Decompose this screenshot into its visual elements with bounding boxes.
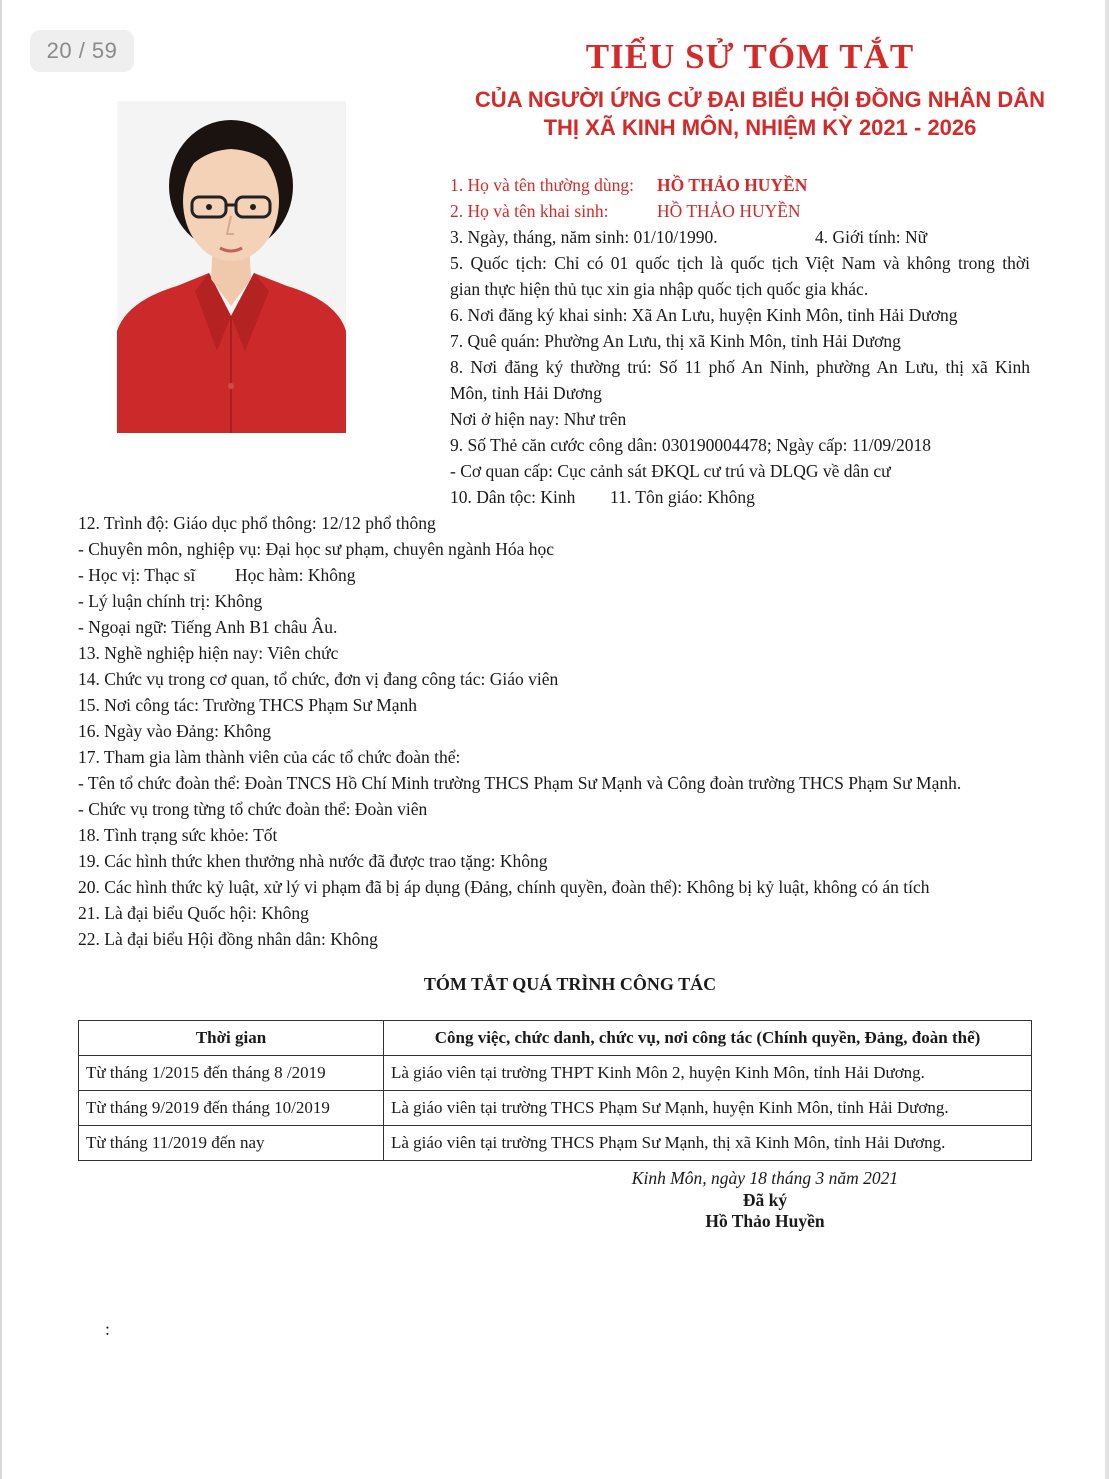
document-subtitle — [440, 86, 1080, 142]
table-row — [79, 1126, 1032, 1161]
bio-religion: 11. Tôn giáo: Không — [610, 487, 755, 507]
document-title: TIỂU SỬ TÓM TẮT — [585, 37, 915, 76]
row-time: Từ tháng 11/2019 đến nay — [79, 1126, 384, 1161]
work-history-title: TÓM TẮT QUÁ TRÌNH CÔNG TÁC — [423, 974, 717, 994]
bio-birth-registration: 6. Nơi đăng ký khai sinh: Xã An Lưu, huyện Kinh Môn, tỉnh Hải Dương — [450, 305, 958, 325]
column-header-job: Công việc, chức danh, chức vụ, nơi công tác (Chính quyền, Đảng, đoàn thể) — [384, 1021, 1032, 1056]
row-job: Là giáo viên tại trường THCS Phạm Sư Mạnh, huyện Kinh Môn, tỉnh Hải Dương. — [384, 1091, 1032, 1126]
bio-occupation: 13. Nghề nghiệp hiện nay: Viên chức — [78, 643, 339, 663]
bio-hometown: 7. Quê quán: Phường An Lưu, thị xã Kinh Môn, tỉnh Hải Dương — [450, 331, 901, 351]
subtitle-line-1: CỦA NGƯỜI ỨNG CỬ ĐẠI BIỂU HỘI ĐỒNG NHÂN DÂN — [474, 87, 1046, 112]
page-counter: 20 / 59 — [30, 30, 134, 72]
bio-common-name-value: HỒ THẢO HUYỀN — [657, 175, 808, 195]
bio-education: 12. Trình độ: Giáo dục phổ thông: 12/12 phổ thông — [78, 513, 436, 533]
row-time: Từ tháng 9/2019 đến tháng 10/2019 — [79, 1091, 384, 1126]
portrait-image — [117, 101, 346, 433]
bio-residence-line1: 8. Nơi đăng ký thường trú: Số 11 phố An Ninh, phường An Lưu, thị xã Kinh — [450, 357, 1030, 377]
bio-organization-names: - Tên tổ chức đoàn thể: Đoàn TNCS Hồ Chí Minh trường THCS Phạm Sư Mạnh và Công đoàn trường THCS Phạm Sư Mạnh. — [78, 773, 962, 793]
bio-current-address: Nơi ở hiện nay: Như trên — [450, 409, 627, 429]
signature-signed: Đã ký — [742, 1190, 788, 1210]
bio-birth-name-value: HỒ THẢO HUYỀN — [657, 201, 801, 221]
bio-id-card: 9. Số Thẻ căn cước công dân: 030190004478; Ngày cấp: 11/09/2018 — [450, 435, 931, 455]
bio-academic-title: Học hàm: Không — [235, 565, 356, 585]
column-header-time: Thời gian — [79, 1021, 384, 1056]
candidate-photo — [117, 101, 346, 433]
bio-awards: 19. Các hình thức khen thưởng nhà nước đã được trao tặng: Không — [78, 851, 548, 871]
bio-peoples-council: 22. Là đại biểu Hội đồng nhân dân: Không — [78, 929, 378, 949]
bio-nationality-line1: 5. Quốc tịch: Chỉ có 01 quốc tịch là quốc tịch Việt Nam và không trong thời — [450, 253, 1030, 273]
bio-workplace: 15. Nơi công tác: Trường THCS Phạm Sư Mạnh — [78, 695, 418, 715]
signature-place-date: Kinh Môn, ngày 18 tháng 3 năm 2021 — [631, 1168, 899, 1188]
stray-mark: : — [105, 1319, 110, 1339]
subtitle-line-2: THỊ XÃ KINH MÔN, NHIỆM KỲ 2021 - 2026 — [543, 115, 977, 140]
bio-birth-date: 3. Ngày, tháng, năm sinh: 01/10/1990. — [450, 227, 718, 247]
bio-residence-line2: Môn, tỉnh Hải Dương — [450, 383, 602, 403]
bio-position: 14. Chức vụ trong cơ quan, tổ chức, đơn vị đang công tác: Giáo viên — [78, 669, 559, 689]
bio-nationality-line2: gian thực hiện thủ tục xin gia nhập quốc tịch quốc gia khác. — [450, 279, 869, 299]
bio-foreign-language: - Ngoại ngữ: Tiếng Anh B1 châu Âu. — [78, 617, 338, 637]
bio-specialty: - Chuyên môn, nghiệp vụ: Đại học sư phạm, chuyên ngành Hóa học — [78, 539, 555, 559]
bio-gender: 4. Giới tính: Nữ — [815, 227, 928, 247]
page-edge-left — [0, 0, 2, 1479]
row-job: Là giáo viên tại trường THPT Kinh Môn 2, huyện Kinh Môn, tỉnh Hải Dương. — [384, 1056, 1032, 1091]
table-row — [79, 1091, 1032, 1126]
table-header-row — [79, 1021, 1032, 1056]
page-edge-right — [1105, 0, 1109, 1479]
bio-health: 18. Tình trạng sức khỏe: Tốt — [78, 825, 278, 845]
table-row — [79, 1056, 1032, 1091]
bio-discipline: 20. Các hình thức kỷ luật, xử lý vi phạm đã bị áp dụng (Đảng, chính quyền, đoàn thể): Không bị kỷ luật, không có án tích — [78, 877, 930, 897]
bio-organization-roles: - Chức vụ trong từng tổ chức đoàn thể: Đoàn viên — [78, 799, 428, 819]
signature-name: Hồ Thảo Huyền — [705, 1211, 825, 1231]
bio-organizations: 17. Tham gia làm thành viên của các tổ chức đoàn thể: — [78, 747, 461, 767]
bio-party-date: 16. Ngày vào Đảng: Không — [78, 721, 271, 741]
row-time: Từ tháng 1/2015 đến tháng 8 /2019 — [79, 1056, 384, 1091]
bio-ethnicity: 10. Dân tộc: Kinh — [450, 487, 576, 507]
bio-birth-name-label: 2. Họ và tên khai sinh: — [450, 201, 609, 221]
row-job: Là giáo viên tại trường THCS Phạm Sư Mạnh, thị xã Kinh Môn, tỉnh Hải Dương. — [384, 1126, 1032, 1161]
bio-id-issuer: - Cơ quan cấp: Cục cảnh sát ĐKQL cư trú và DLQG về dân cư — [450, 461, 891, 481]
work-history-table — [78, 1020, 1032, 1161]
bio-national-assembly: 21. Là đại biểu Quốc hội: Không — [78, 903, 309, 923]
bio-degree: - Học vị: Thạc sĩ — [78, 565, 196, 585]
bio-political-theory: - Lý luận chính trị: Không — [78, 591, 263, 611]
bio-common-name-label: 1. Họ và tên thường dùng: — [450, 175, 634, 195]
